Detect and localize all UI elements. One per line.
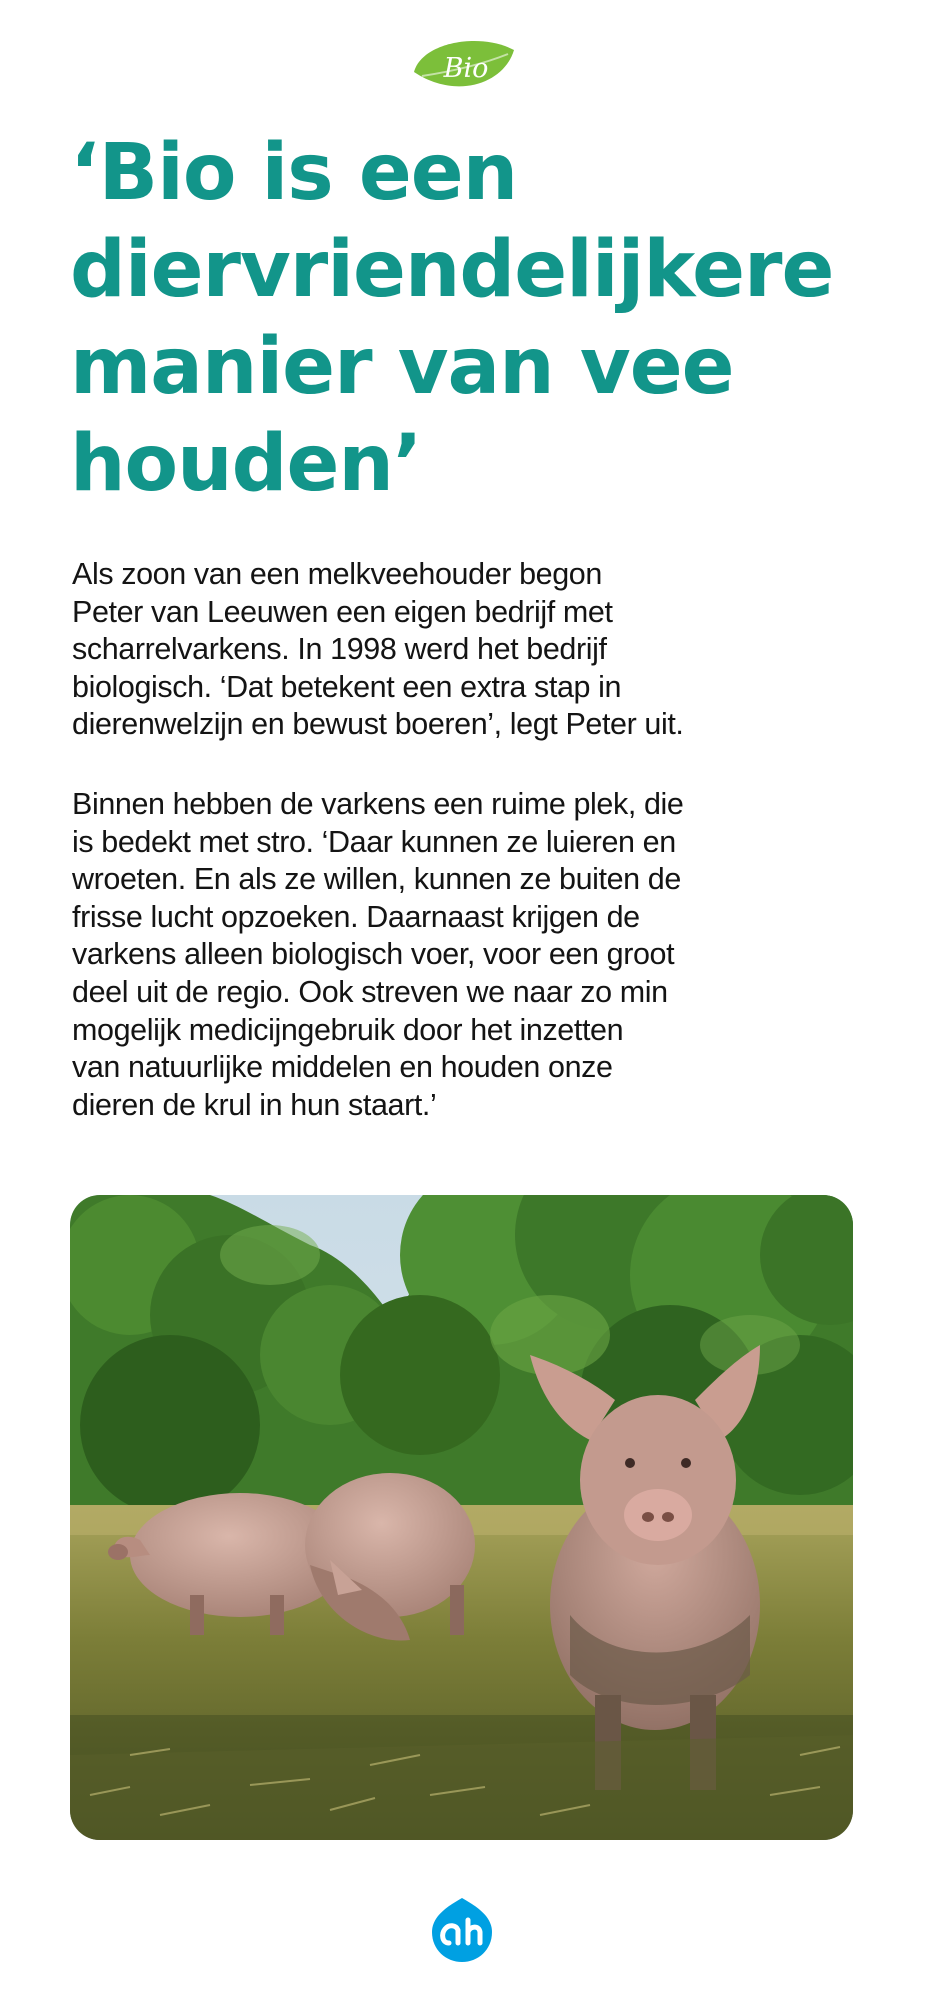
paragraph-line: biologisch. ‘Dat betekent een extra stap in — [72, 669, 622, 704]
quote-paragraph — [72, 786, 862, 1124]
intro-paragraph — [72, 556, 862, 744]
paragraph-line: deel uit de regio. Ook streven we naar zo min — [72, 974, 668, 1009]
headline — [70, 125, 890, 513]
headline-line: ‘Bio is een — [70, 128, 518, 218]
headline-line: houden’ — [70, 419, 422, 509]
paragraph-line: Peter van Leeuwen een eigen bedrijf met — [72, 594, 613, 629]
paragraph-line: is bedekt met stro. ‘Daar kunnen ze luieren en — [72, 824, 676, 859]
paragraph-line: dieren de krul in hun staart.’ — [72, 1087, 437, 1122]
leaf-icon — [408, 36, 518, 98]
bio-label: Bio — [443, 53, 489, 84]
paragraph-line: dierenwelzijn en bewust boeren’, legt Peter uit. — [72, 707, 684, 742]
paragraph-line: scharrelvarkens. In 1998 werd het bedrijf — [72, 632, 607, 667]
paragraph-line: van natuurlijke middelen en houden onze — [72, 1050, 613, 1085]
bio-badge — [408, 36, 518, 98]
paragraph-line: Binnen hebben de varkens een ruime plek, die — [72, 787, 684, 821]
paragraph-line: frisse lucht opzoeken. Daarnaast krijgen de — [72, 899, 640, 934]
paragraph-line: varkens alleen biologisch voer, voor een groot — [72, 937, 675, 972]
albert-heijn-logo-icon — [428, 1896, 496, 1964]
albert-heijn-logo — [428, 1896, 496, 1964]
paragraph-line: Als zoon van een melkveehouder begon — [72, 557, 602, 591]
paragraph-line: wroeten. En als ze willen, kunnen ze buiten de — [72, 862, 681, 897]
pigs-in-field-photo — [70, 1195, 853, 1840]
headline-line: manier van vee — [70, 322, 734, 412]
headline-line: diervriendelijkere — [70, 225, 834, 315]
paragraph-line: mogelijk medicijngebruik door het inzetten — [72, 1012, 624, 1047]
